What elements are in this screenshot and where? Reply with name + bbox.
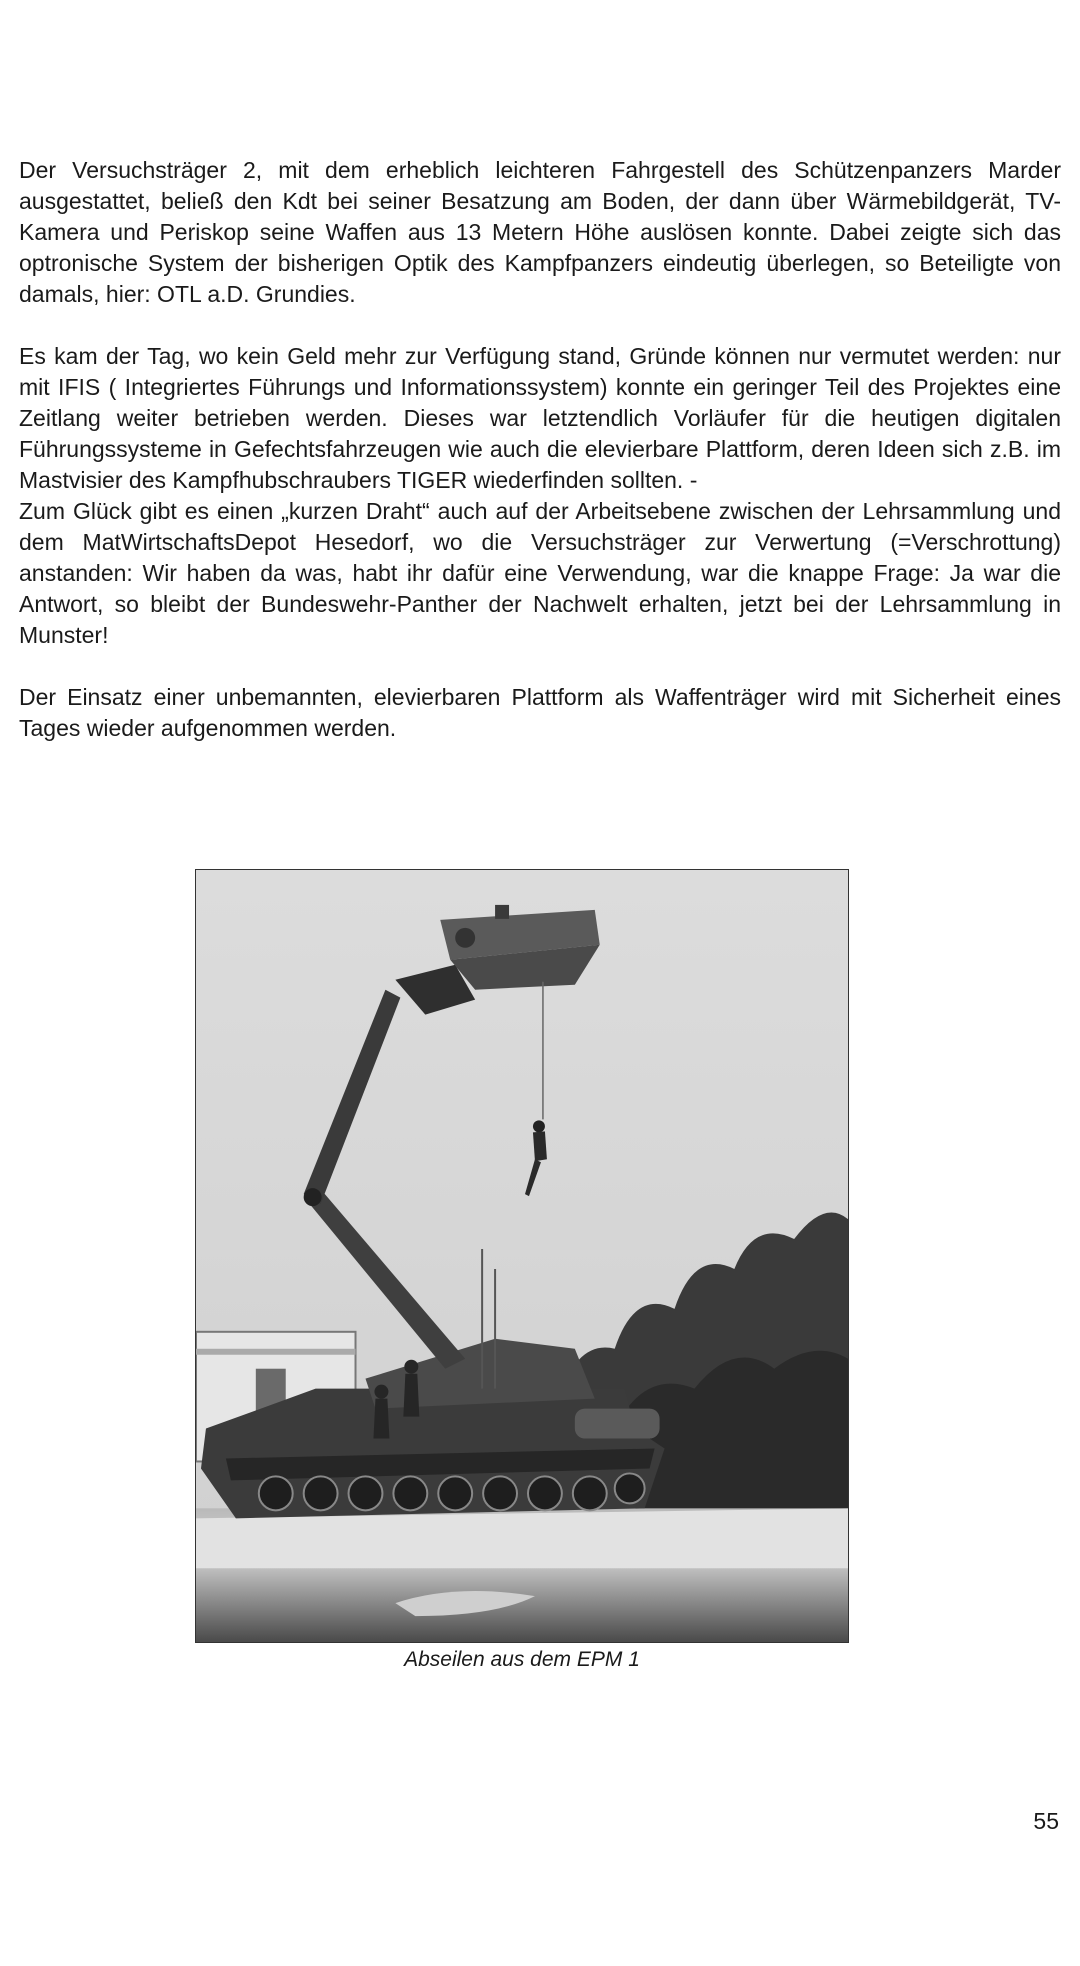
photo-illustration (196, 870, 848, 1642)
paragraph-2: Es kam der Tag, wo kein Geld mehr zur Verfügung stand, Gründe können nur vermutet werden: nur mit IFIS ( Integriertes Führungs und Informationssystem) konnte ein geringer Teil des Projektes eine Zeitlang weiter betrieben werden. Dieses war letztendlich Vorläufer für die heutigen digitalen Führungssysteme in Gefechtsfahrzeugen wie auch die elevierbare Plattform, deren Ideen sich z.B. im Mastvisier des Kampfhubschraubers TIGER wiederfinden sollten. - (19, 343, 1061, 493)
photo-tank-elevated-platform (195, 869, 849, 1643)
paragraph-1: Der Versuchsträger 2, mit dem erheblich leichteren Fahrgestell des Schützenpanzers Marder ausgestattet, beließ den Kdt bei seiner Besatzung am Boden, der dann über Wärmebildgerät, TV-Kamera und Periskop seine Waffen aus 13 Metern Höhe auslösen konnte. Dabei zeigte sich das optronische System der bisherigen Optik des Kampfpanzers eindeutig überlegen, so Beteiligte von damals, hier: OTL a.D. Grundies. (19, 157, 1061, 307)
paragraph-4: Der Einsatz einer unbemannten, elevierbaren Plattform als Waffenträger wird mit Sicherheit eines Tages wieder aufgenommen werden. (19, 684, 1061, 741)
paragraph-3: Zum Glück gibt es einen „kurzen Draht“ auch auf der Arbeitsebene zwischen der Lehrsammlung und dem MatWirtschaftsDepot Hesedorf, wo die Versuchsträger zur Verwertung (=Verschrottung) anstanden: Wir haben da was, habt ihr dafür eine Verwendung, war die knappe Frage: Ja war die Antwort, so bleibt der Bundeswehr-Panther der Nachwelt erhalten, jetzt bei der Lehrsammlung in Munster! (19, 498, 1061, 648)
paragraph-spacer (19, 651, 1061, 682)
paragraph-spacer (19, 310, 1061, 341)
body-text (19, 155, 1061, 744)
figure-caption: Abseilen aus dem EPM 1 (404, 1648, 640, 1671)
page-number: 55 (1033, 1808, 1059, 1834)
